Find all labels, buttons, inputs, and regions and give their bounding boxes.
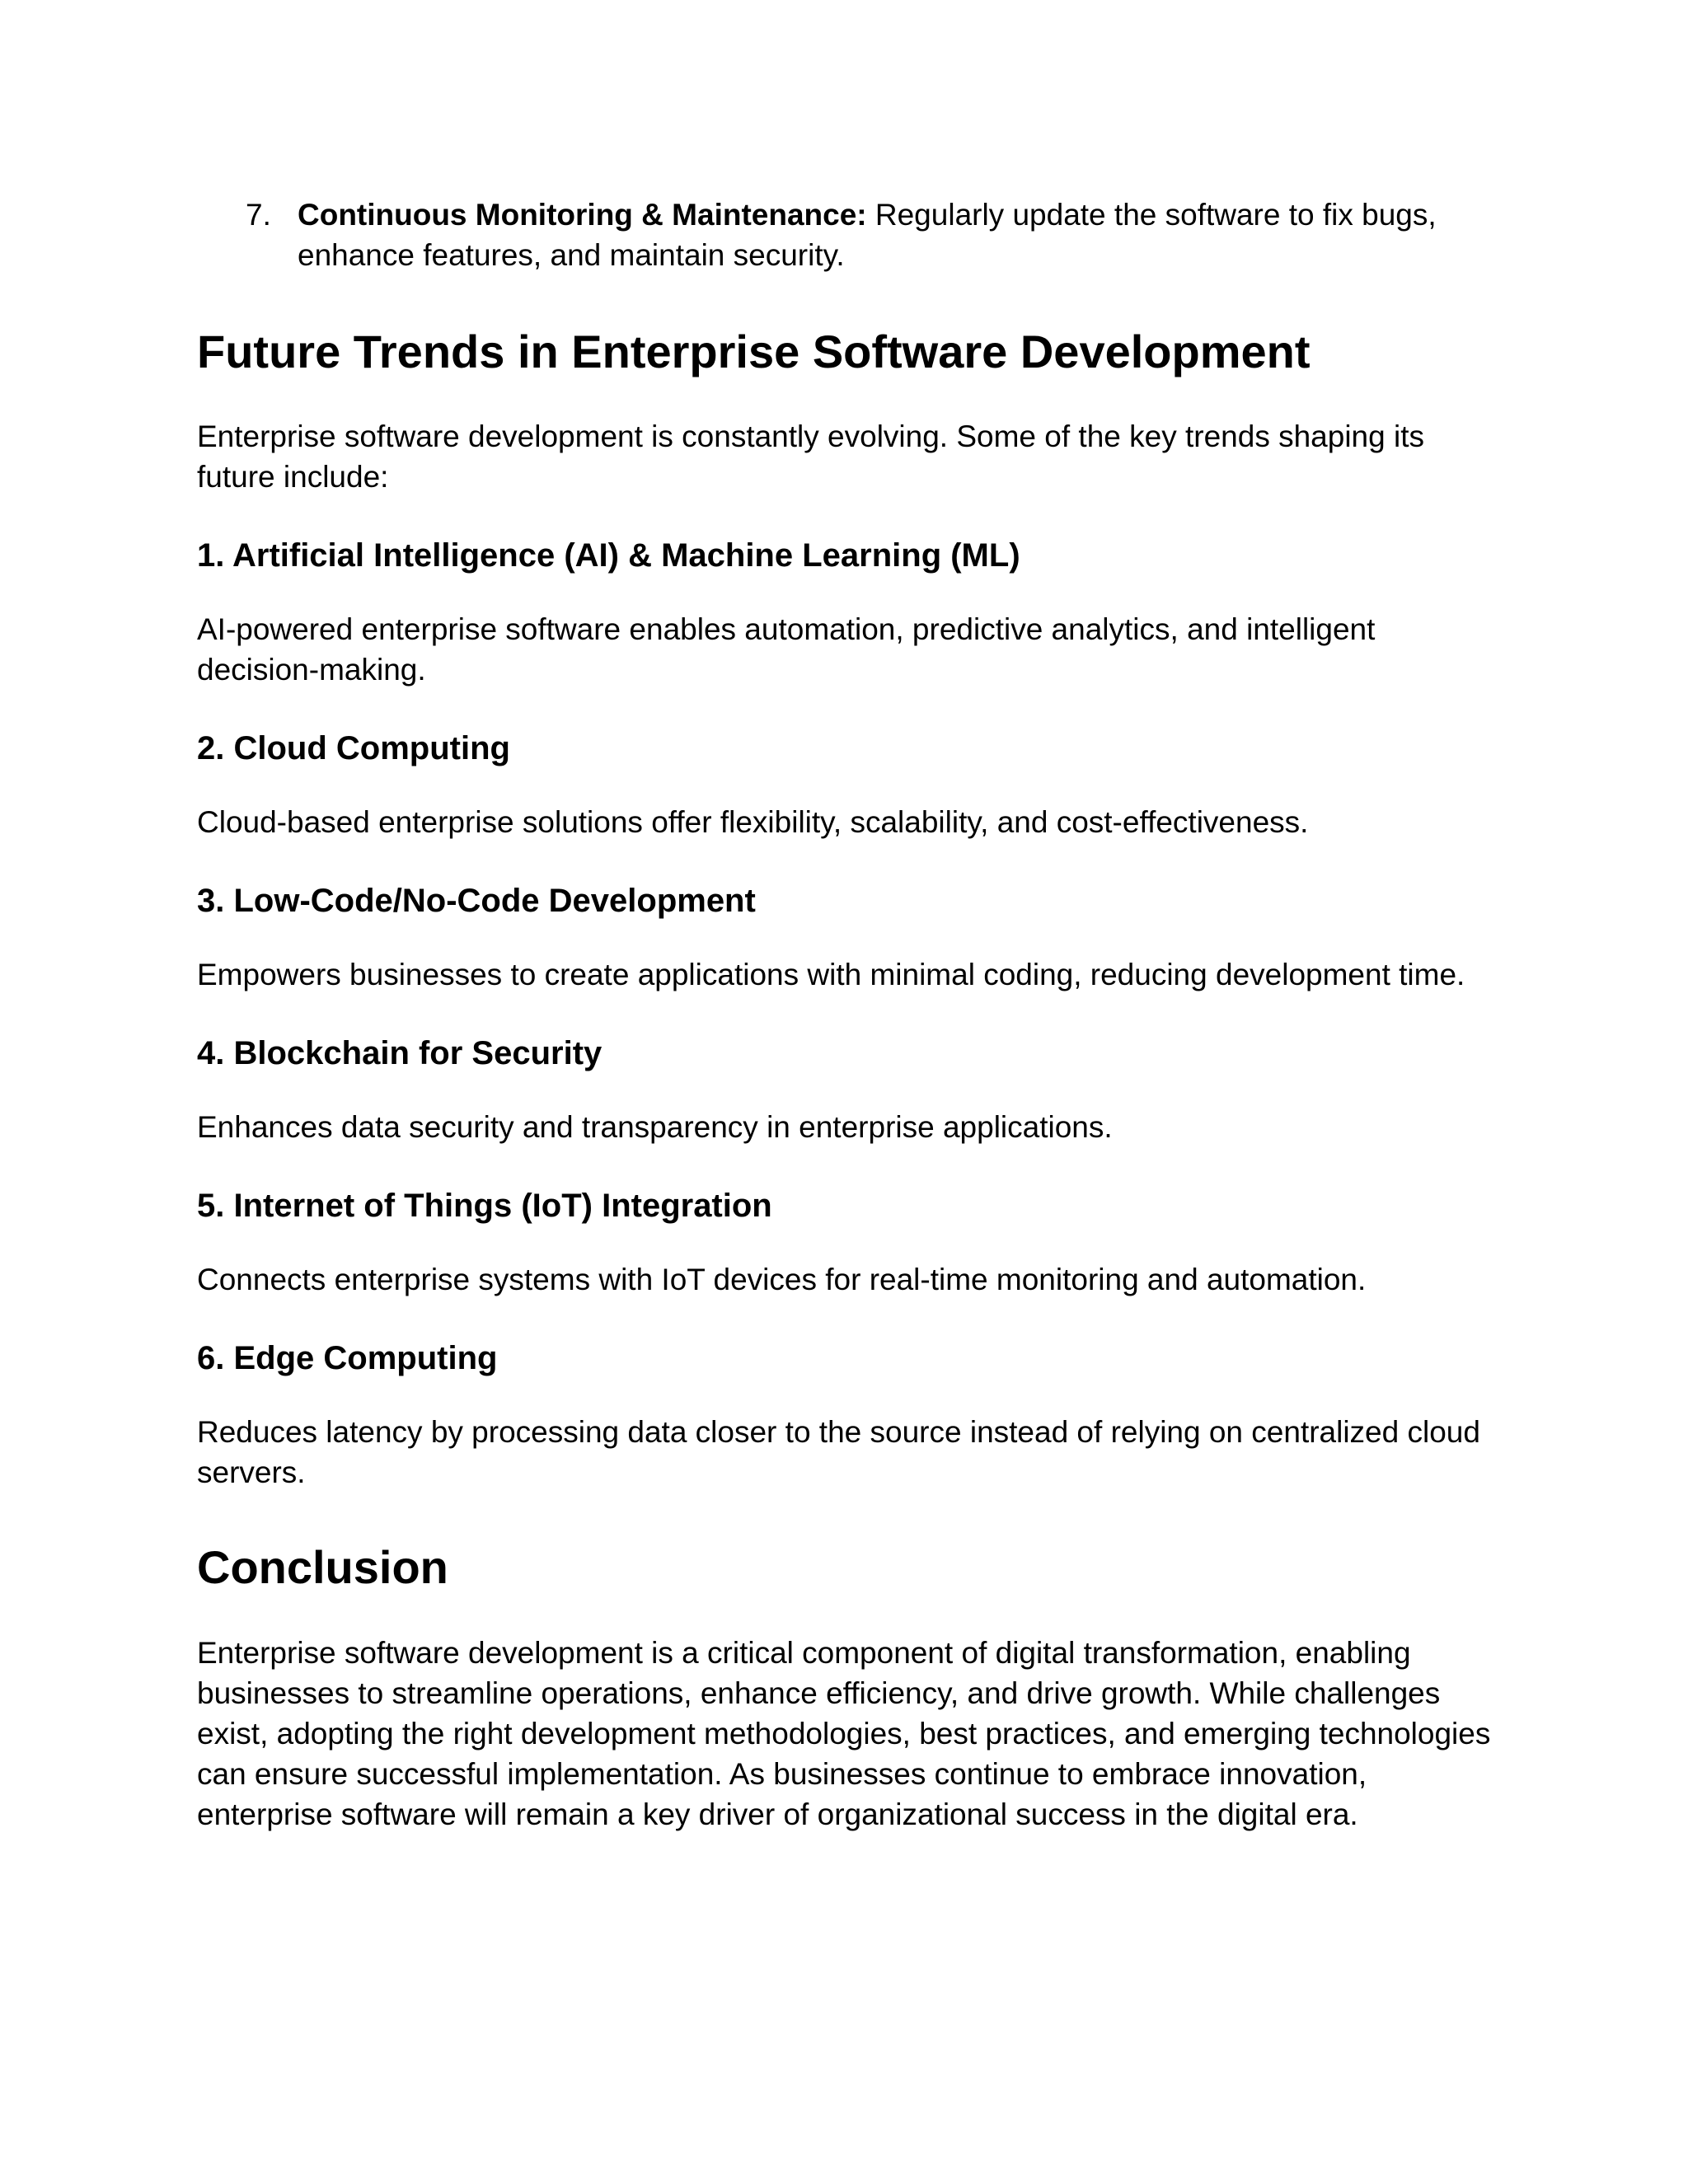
list-item-number: 7. (246, 198, 271, 232)
trend-section (197, 1338, 1499, 1493)
list-item (197, 194, 1499, 275)
trend-heading: 2. Cloud Computing (197, 730, 510, 766)
intro-paragraph: Enterprise software development is constantly evolving. Some of the key trends shaping its future include: (197, 419, 1424, 494)
trend-section (197, 535, 1499, 690)
trend-section (197, 1033, 1499, 1147)
list-item-text: Regularly update the software to fix bugs, enhance features, and maintain security. (298, 198, 1437, 272)
trend-section (197, 880, 1499, 995)
trend-heading: 4. Blockchain for Security (197, 1035, 603, 1071)
trend-section (197, 1185, 1499, 1300)
section-heading-conclusion: Conclusion (197, 1541, 448, 1593)
trend-text: Connects enterprise systems with IoT devices for real-time monitoring and automation. (197, 1263, 1367, 1296)
trend-heading: 5. Internet of Things (IoT) Integration (197, 1188, 772, 1224)
conclusion-paragraph: Enterprise software development is a critical component of digital transformation, enabling businesses to streamline operations, enhance efficiency, and drive growth. While challenges exist, adopting the right development methodologies, best practices, and emerging technologies can ensure successful implementation. As businesses continue to embrace innovation, enterprise software will remain a key driver of organizational success in the digital era. (197, 1636, 1491, 1831)
trend-heading: 6. Edge Computing (197, 1340, 498, 1376)
trend-text: Cloud-based enterprise solutions offer flexibility, scalability, and cost-effectiveness. (197, 805, 1309, 839)
trend-heading: 1. Artificial Intelligence (AI) & Machine Learning (ML) (197, 537, 1020, 574)
section-heading-future-trends: Future Trends in Enterprise Software Development (197, 326, 1311, 377)
list-item-term: Continuous Monitoring & Maintenance: (298, 198, 867, 232)
document-page (197, 194, 1499, 1835)
trend-heading: 3. Low-Code/No-Code Development (197, 883, 756, 919)
trend-text: Empowers businesses to create applications with minimal coding, reducing development time. (197, 958, 1465, 991)
trend-text: AI-powered enterprise software enables automation, predictive analytics, and intelligent decision-making. (197, 612, 1376, 687)
trend-text: Reduces latency by processing data closer to the source instead of relying on centralized cloud servers. (197, 1415, 1480, 1489)
trend-section (197, 728, 1499, 842)
trend-text: Enhances data security and transparency in enterprise applications. (197, 1110, 1113, 1144)
